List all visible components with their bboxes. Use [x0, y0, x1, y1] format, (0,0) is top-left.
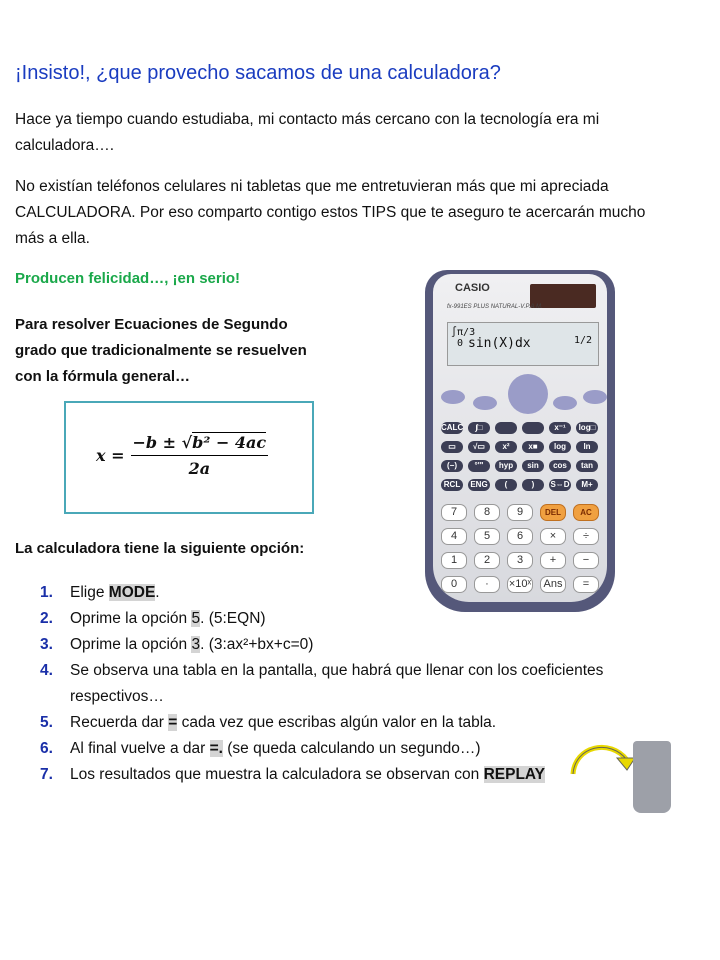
- calc-function-key: ▭: [441, 441, 463, 453]
- calc-number-key: 5: [474, 528, 500, 545]
- calc-function-key: x■: [522, 441, 544, 453]
- calc-function-key: [522, 422, 544, 434]
- step-number: 3.: [40, 636, 53, 653]
- calc-number-key: −: [573, 552, 599, 569]
- calculator-brand: CASIO: [455, 282, 490, 294]
- calc-number-key: ×: [540, 528, 566, 545]
- calc-number-key: 0: [441, 576, 467, 593]
- calc-function-key: log□: [576, 422, 598, 434]
- screen-expression: sin(X)dx: [468, 336, 531, 351]
- calculator-image: [425, 270, 615, 612]
- calc-function-key: [495, 422, 517, 434]
- calc-function-key: °'": [468, 460, 490, 472]
- calc-number-key: ·: [474, 576, 500, 593]
- step-item: [40, 632, 670, 658]
- step-text: [70, 632, 670, 658]
- calc-number-key: DEL: [540, 504, 566, 521]
- calc-function-key: log: [549, 441, 571, 453]
- step-text: [70, 658, 670, 710]
- step-text-pre: Elige: [70, 584, 109, 601]
- calc-function-key: cos: [549, 460, 571, 472]
- text-line: grado que tradicionalmente se resuelven: [15, 342, 307, 359]
- formula-fraction: [131, 433, 269, 478]
- calc-function-key: ): [522, 479, 544, 491]
- alpha-key: [473, 396, 497, 410]
- step-text-pre: Se observa una tabla en la pantalla, que habrá que llenar con los coeficientes respectivos…: [70, 662, 604, 705]
- calculator-model: fx-991ES PLUS NATURAL-V.P.A.M.: [447, 304, 543, 310]
- text-line: Para resolver Ecuaciones de Segundo: [15, 316, 288, 333]
- step-number: 1.: [40, 584, 53, 601]
- calculator-screen: [447, 322, 599, 366]
- calc-number-key: ×10ˣ: [507, 576, 533, 593]
- step-number: 4.: [40, 662, 53, 679]
- small-calculator-icon: [633, 741, 671, 813]
- step-text-pre: Al final vuelve a dar: [70, 740, 210, 757]
- green-heading: Producen felicidad…, ¡en serio!: [15, 270, 241, 287]
- calc-number-key: 4: [441, 528, 467, 545]
- calc-number-key: 2: [474, 552, 500, 569]
- calc-function-key: M+: [576, 479, 598, 491]
- on-key: [583, 390, 607, 404]
- calc-number-key: ÷: [573, 528, 599, 545]
- upper-limit: π/3: [457, 327, 476, 338]
- page-title: ¡Insisto!, ¿que provecho sacamos de una calculadora?: [15, 62, 501, 84]
- step-text-pre: Recuerda dar: [70, 714, 169, 731]
- formula-lhs: x =: [96, 446, 125, 465]
- step-number: 7.: [40, 766, 53, 783]
- step-text-post: . (5:EQN): [200, 610, 266, 627]
- step-item: [40, 658, 670, 710]
- formula-numerator: [131, 433, 269, 456]
- calc-number-key: 6: [507, 528, 533, 545]
- calc-number-key: 7: [441, 504, 467, 521]
- step-text-post: . (3:ax²+bx+c=0): [200, 636, 314, 653]
- calc-number-key: Ans: [540, 576, 566, 593]
- step-number: 5.: [40, 714, 53, 731]
- calc-function-key: ∫□: [468, 422, 490, 434]
- calc-function-key: S⇔D: [550, 480, 570, 489]
- curved-arrow-icon: [565, 738, 635, 778]
- step-text-pre: Los resultados que muestra la calculadora se observan con: [70, 766, 484, 783]
- second-paragraph: [15, 174, 645, 252]
- step-text-pre: Oprime la opción: [70, 636, 192, 653]
- step-highlight: =.: [209, 740, 223, 757]
- shift-key: [441, 390, 465, 404]
- calc-function-key: ENG: [468, 479, 490, 491]
- numerator-prefix: −b ± √: [132, 433, 193, 452]
- step-text-post: .: [155, 584, 160, 601]
- calc-function-key: hyp: [495, 460, 517, 472]
- calc-function-key: ln: [576, 441, 598, 453]
- calc-number-key: =: [573, 576, 599, 593]
- formula-denominator: 2a: [188, 459, 211, 478]
- step-text-pre: Oprime la opción: [70, 610, 192, 627]
- calc-number-key: 3: [507, 552, 533, 569]
- calc-function-key: tan: [576, 460, 598, 472]
- step-text: [70, 710, 670, 736]
- calc-function-key: CALC: [441, 423, 464, 432]
- text-line: con la fórmula general…: [15, 368, 191, 385]
- step-item: [40, 710, 670, 736]
- calc-function-key: (−): [441, 460, 463, 472]
- text-line: No existían teléfonos celulares ni tabletas que me entretuvieran más que mi apreciada: [15, 178, 609, 195]
- screen-result: 1/2: [573, 335, 592, 346]
- step-number: 6.: [40, 740, 53, 757]
- calc-function-key: √▭: [468, 441, 490, 453]
- text-line: más a ella.: [15, 230, 90, 247]
- calc-function-key: x²: [495, 441, 517, 453]
- step-highlight: REPLAY: [483, 766, 546, 783]
- text-line: Hace ya tiempo cuando estudiaba, mi contacto más cercano con la tecnología era mi: [15, 111, 600, 128]
- text-line: calculadora….: [15, 137, 115, 154]
- calc-number-key: 1: [441, 552, 467, 569]
- calc-number-key: 8: [474, 504, 500, 521]
- step-text-post: cada vez que escribas algún valor en la tabla.: [177, 714, 497, 731]
- text-line: CALCULADORA. Por eso comparto contigo estos TIPS que te aseguro te acercarán mucho: [15, 204, 646, 221]
- lower-limit: 0: [457, 338, 464, 349]
- replay-pad: [508, 374, 548, 414]
- step-highlight: MODE: [108, 584, 156, 601]
- mode-key: [553, 396, 577, 410]
- intro-paragraph: [15, 107, 599, 159]
- radicand: b² − 4ac: [192, 433, 267, 452]
- step-highlight: 5: [191, 610, 201, 627]
- calc-number-key: AC: [573, 504, 599, 521]
- step-highlight: 3: [191, 636, 201, 653]
- quadratic-formula: [96, 433, 268, 478]
- calc-function-key: sin: [522, 460, 544, 472]
- calc-number-key: +: [540, 552, 566, 569]
- equation-intro: [15, 312, 307, 390]
- step-text-post: (se queda calculando un segundo…): [222, 740, 481, 757]
- option-heading: La calculadora tiene la siguiente opción:: [15, 540, 305, 557]
- calc-function-key: RCL: [441, 479, 463, 491]
- calc-function-key: (: [495, 479, 517, 491]
- calc-number-key: 9: [507, 504, 533, 521]
- step-number: 2.: [40, 610, 53, 627]
- step-highlight: =: [168, 714, 178, 731]
- calc-function-key: x⁻¹: [549, 422, 571, 434]
- integral-limits: ∫π/3 0: [451, 327, 476, 349]
- calculator-body: [433, 274, 607, 602]
